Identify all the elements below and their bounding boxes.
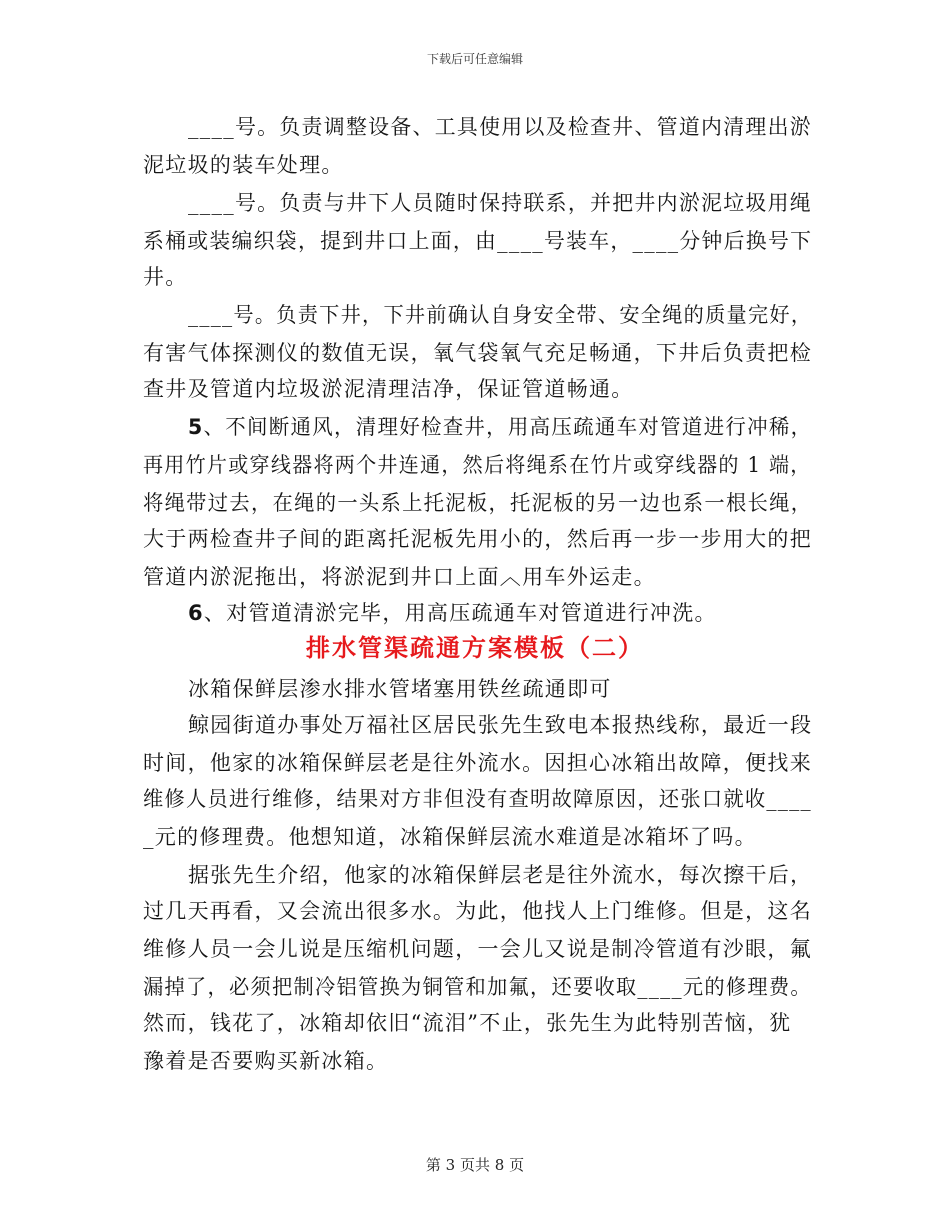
item6-text: 、对管道清淤完毕，用高压疏通车对管道进行冲洗。 (203, 601, 717, 625)
item5-number: 5 (188, 415, 204, 439)
item6-line1 (188, 596, 717, 630)
p3-line1: ____号。负责下井，下井前确认自身安全带、安全绳的质量完好， (188, 303, 813, 327)
page-header: 下载后可任意编辑 (426, 52, 523, 66)
s2-p1-line3: 维修人员进行维修，结果对方非但没有查明故障原因，还张口就收____ (143, 787, 812, 811)
section-title: 排水管渠疏通方案模板（二） (306, 633, 644, 662)
item5-line3: 将绳带过去，在绳的一头系上托泥板，托泥板的另一边也系一根长绳， (143, 491, 813, 515)
item5-line4: 大于两检查井子间的距离托泥板先用小的，然后再一步一步用大的把 (143, 527, 812, 551)
s2-p1-line1: 鲸园街道办事处万福社区居民张先生致电本报热线称，最近一段 (188, 713, 813, 737)
p2-line1: ____号。负责与井下人员随时保持联系，并把井内淤泥垃圾用绳 (188, 191, 812, 215)
p1-line2: 泥垃圾的装车处理。 (143, 153, 344, 177)
item5-text: 、不间断通风，清理好检查井，用高压疏通车对管道进行冲稀， (203, 415, 813, 439)
s2-p1-line2: 时间，他家的冰箱保鲜层老是往外流水。因担心冰箱出故障，便找来 (143, 751, 812, 775)
p3-line2: 有害气体探测仪的数值无误，氧气袋氧气充足畅通，下井后负责把检 (143, 341, 812, 365)
s2-p1-line4: _元的修理费。他想知道，冰箱保鲜层流水难道是冰箱坏了吗。 (143, 825, 757, 849)
s2-p2-line5: 然而，钱花了，冰箱却依旧“流泪”不止，张先生为此特别苦恼，犹 (143, 1011, 792, 1035)
page-footer: 第 3 页共 8 页 (425, 1156, 525, 1174)
p1-line1: ____号。负责调整设备、工具使用以及检查井、管道内清理出淤 (188, 115, 812, 139)
p2-line2: 系桶或装编织袋，提到井口上面，由____号装车，____分钟后换号下 (143, 229, 813, 253)
s2-p2-line2: 过几天再看，又会流出很多水。为此，他找人上门维修。但是，这名 (143, 899, 812, 923)
p2-line3: 井。 (143, 265, 188, 289)
item6-number: 6 (188, 601, 204, 625)
s2-p2-line4: 漏掉了，必须把制冷铝管换为铜管和加氟，还要收取____元的修理费。 (143, 975, 812, 999)
section-subtitle: 冰箱保鲜层渗水排水管堵塞用铁丝疏通即可 (188, 677, 612, 701)
p3-line3: 查井及管道内垃圾淤泥清理洁净，保证管道畅通。 (143, 377, 634, 401)
s2-p2-line1: 据张先生介绍，他家的冰箱保鲜层老是往外流水，每次擦干后， (188, 863, 813, 887)
item5-line2: 再用竹片或穿线器将两个井连通，然后将绳系在竹片或穿线器的 1 端， (143, 453, 812, 477)
s2-p2-line3: 维修人员一会儿说是压缩机问题，一会儿又说是制冷管道有沙眼，氟 (143, 937, 812, 961)
s2-p2-line6: 豫着是否要购买新冰箱。 (143, 1049, 389, 1073)
item5-line5: 管道内淤泥拖出，将淤泥到井口上面︿用车外运走。 (143, 565, 656, 589)
item5-line1 (188, 410, 812, 444)
